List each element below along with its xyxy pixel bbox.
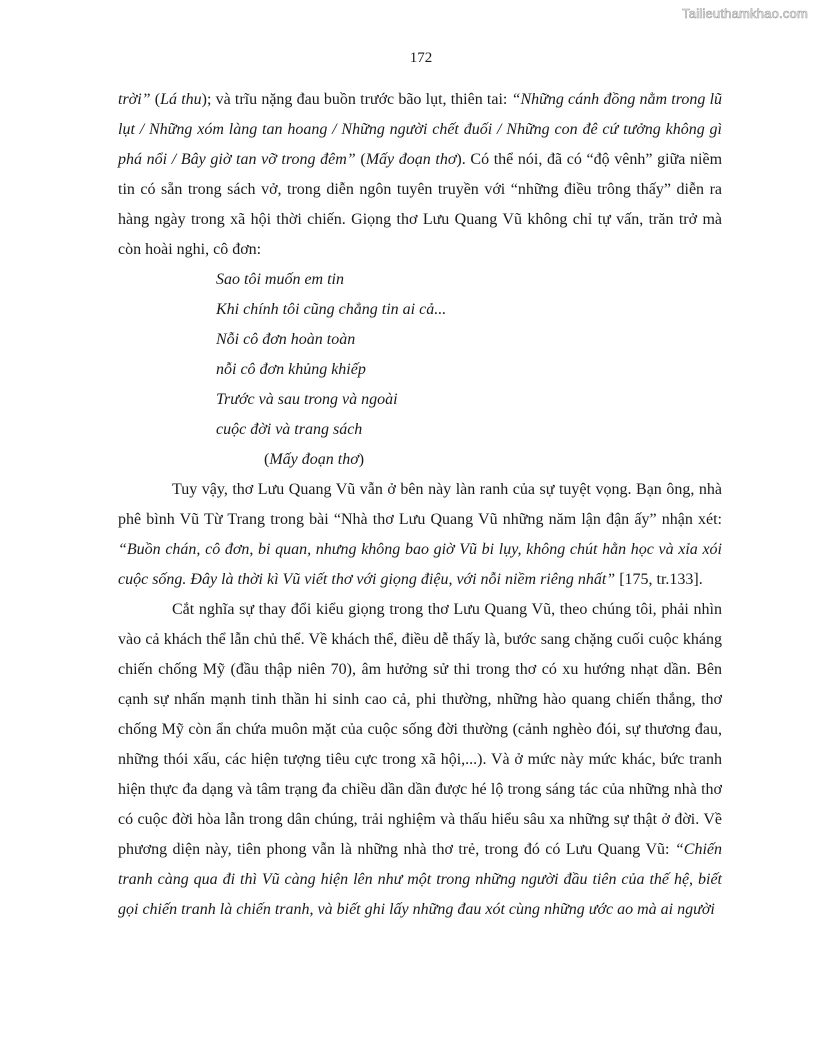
quote: “Chiến tranh càng qua đi thì Vũ càng hiện lên như một trong những người đầu tiên của thế hệ, biết gọi chiến tranh là chiến tranh, và biết ghi lấy những đau xót cùng những ước ao mà ai người [118, 841, 722, 918]
text-run: ( [150, 91, 161, 108]
work-title: Lá thu [160, 91, 202, 108]
quote: “Buồn chán, cô đơn, bi quan, nhưng không bao giờ Vũ bi lụy, không chút hằn học và xỉa xói cuộc sống. Đây là thời kì Vũ viết thơ với giọng điệu, với nỗi niềm riêng nhất” [118, 541, 722, 588]
paren-open: ( [264, 451, 270, 468]
quote-fragment: trời” [118, 91, 151, 108]
paren-close: ) [358, 451, 365, 468]
text-run: Tuy vậy, thơ Lưu Quang Vũ vẫn ở bên này làn ranh của sự tuyệt vọng. Bạn ông, nhà phê bình Vũ Từ Trang trong bài “Nhà thơ Lưu Quang Vũ những năm lận đận ấy” nhận xét: [118, 481, 722, 528]
poem-block [216, 265, 722, 475]
text-run: Cắt nghĩa sự thay đổi kiểu giọng trong thơ Lưu Quang Vũ, theo chúng tôi, phải nhìn vào cả khách thể lẫn chủ thể. Về khách thể, điều dễ thấy là, bước sang chặng cuối cuộc kháng chiến chống Mỹ (đầu thập niên 70), âm hưởng sử thi trong thơ có xu hướng nhạt dần. Bên cạnh sự nhấn mạnh tinh thần hi sinh cao cả, phi thường, những hào quang chiến thắng, thơ chống Mỹ còn ẩn chứa muôn mặt của cuộc sống đời thường (cảnh nghèo đói, sự thương đau, những thói xấu, các hiện tượng tiêu cực trong xã hội,...). Và ở mức này mức khác, bức tranh hiện thực đa dạng và tâm trạng đa chiều dần dần được hé lộ trong sáng tác của những nhà thơ có cuộc đời hòa lẫn trong dân chúng, trải nghiệm và thấu hiểu sâu xa những sự thật ở đời. Về phương diện này, tiên phong vẫn là những nhà thơ trẻ, trong đó có Lưu Quang Vũ: [118, 601, 722, 858]
citation: [175, tr.133]. [615, 571, 703, 588]
page-body [118, 85, 722, 925]
poem-line: nỗi cô đơn khủng khiếp [216, 361, 366, 378]
poem-line: Nỗi cô đơn hoàn toàn [216, 331, 356, 348]
poem-line: Trước và sau trong và ngoài [216, 391, 398, 408]
text-run: ). Có thể nói, đã có “độ vênh” giữa niềm tin có sẵn trong sách vở, trong diễn ngôn tuyên truyền với “những điều trông thấy” diễn ra hàng ngày trong xã hội thời chiến. Giọng thơ Lưu Quang Vũ không chỉ tự vấn, trăn trở mà còn hoài nghi, cô đơn: [118, 151, 723, 258]
paragraph-3 [118, 595, 722, 925]
page-number: 172 [409, 50, 433, 66]
paragraph-1 [118, 85, 722, 265]
poem-line: Khi chính tôi cũng chẳng tin ai cả... [216, 301, 447, 318]
work-title: Mấy đoạn thơ [365, 151, 457, 168]
text-run: ); và trĩu nặng đau buồn trước bão lụt, thiên tai: [201, 91, 512, 108]
poem-source-title: Mấy đoạn thơ [269, 451, 359, 468]
watermark: Tailieuthamkhao.com [682, 6, 808, 21]
poem-source [264, 445, 722, 475]
poem-line: cuộc đời và trang sách [216, 421, 363, 438]
paragraph-2 [118, 475, 722, 595]
text-run: ( [355, 151, 366, 168]
quote: “Những cánh đồng nằm trong lũ lụt / Những xóm làng tan hoang / Những người chết đuối / Những con đê cứ tưởng không gì phá nổi / Bây giờ tan vỡ trong đêm” [118, 91, 723, 168]
poem-line: Sao tôi muốn em tin [216, 271, 344, 288]
